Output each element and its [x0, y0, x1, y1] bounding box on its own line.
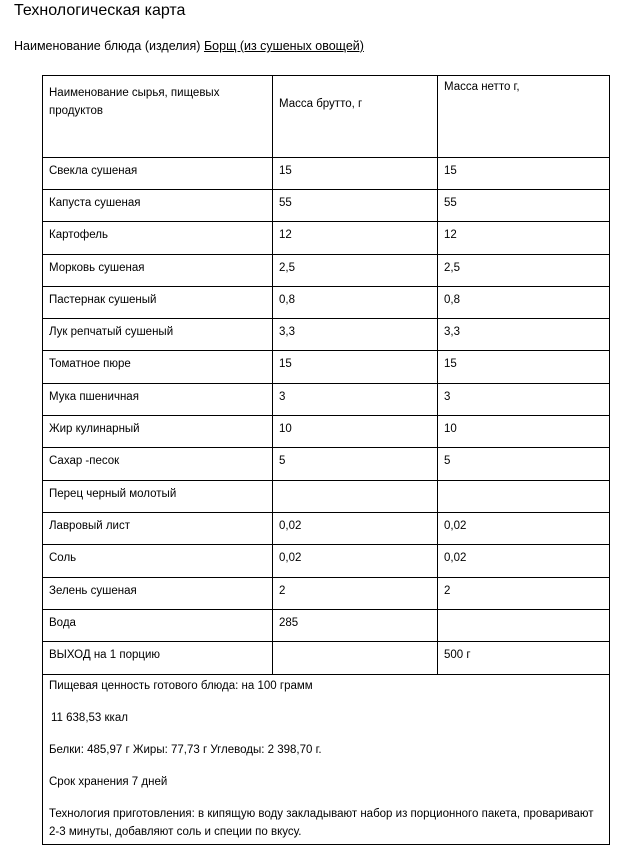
cell-ingredient-name: Зелень сушеная — [43, 577, 273, 609]
cell-net-mass: 15 — [438, 157, 610, 189]
cell-gross-mass: 5 — [273, 448, 438, 480]
cell-gross-mass: 10 — [273, 416, 438, 448]
header-gross: Масса брутто, г — [273, 76, 438, 158]
cell-net-mass: 2 — [438, 577, 610, 609]
table-header-row — [43, 76, 610, 158]
cell-gross-mass: 2,5 — [273, 254, 438, 286]
header-net: Масса нетто г, — [438, 76, 610, 158]
table-row — [43, 513, 610, 545]
cell-ingredient-name: Пастернак сушеный — [43, 286, 273, 318]
table-row — [43, 286, 610, 318]
table-row — [43, 609, 610, 641]
cell-gross-mass: 15 — [273, 157, 438, 189]
dish-name: Борщ (из сушеных овощей) — [203, 39, 364, 53]
table-row — [43, 480, 610, 512]
cell-ingredient-name: Сахар -песок — [43, 448, 273, 480]
table-row — [43, 351, 610, 383]
nutrition-row — [43, 674, 610, 844]
table-row — [43, 157, 610, 189]
header-product: Наименование сырья, пищевых продуктов — [43, 76, 273, 158]
cell-ingredient-name: Жир кулинарный — [43, 416, 273, 448]
cell-ingredient-name: Морковь сушеная — [43, 254, 273, 286]
cell-ingredient-name: Лук репчатый сушеный — [43, 319, 273, 351]
table-row — [43, 448, 610, 480]
dish-line — [14, 38, 364, 54]
table-row — [43, 254, 610, 286]
table-row — [43, 416, 610, 448]
cell-ingredient-name: Лавровый лист — [43, 513, 273, 545]
cell-ingredient-name: ВЫХОД на 1 порцию — [43, 642, 273, 674]
cell-net-mass — [438, 609, 610, 641]
cell-net-mass: 3 — [438, 383, 610, 415]
nutrition-macros: Белки: 485,97 г Жиры: 77,73 г Углеводы: 2 398,70 г. — [49, 743, 322, 756]
cell-net-mass: 2,5 — [438, 254, 610, 286]
cell-gross-mass: 3,3 — [273, 319, 438, 351]
table-row — [43, 222, 610, 254]
cell-net-mass: 0,8 — [438, 286, 610, 318]
cell-net-mass: 5 — [438, 448, 610, 480]
cell-gross-mass: 12 — [273, 222, 438, 254]
cell-net-mass: 3,3 — [438, 319, 610, 351]
cell-gross-mass: 0,02 — [273, 545, 438, 577]
table-row — [43, 319, 610, 351]
tech-card-table — [42, 75, 610, 845]
cell-net-mass: 12 — [438, 222, 610, 254]
shelf-life: Срок хранения 7 дней — [49, 775, 168, 788]
table-row — [43, 545, 610, 577]
nutrition-energy: 11 638,53 ккал — [51, 711, 128, 724]
cell-gross-mass: 55 — [273, 189, 438, 221]
cell-net-mass — [438, 480, 610, 512]
cell-ingredient-name: Свекла сушеная — [43, 157, 273, 189]
cell-gross-mass: 2 — [273, 577, 438, 609]
cell-gross-mass — [273, 642, 438, 674]
cell-gross-mass: 15 — [273, 351, 438, 383]
cell-ingredient-name: Соль — [43, 545, 273, 577]
cell-ingredient-name: Капуста сушеная — [43, 189, 273, 221]
nutrition-title: Пищевая ценность готового блюда: на 100 грамм — [49, 679, 313, 692]
table-row — [43, 189, 610, 221]
cell-net-mass: 500 г — [438, 642, 610, 674]
table-row — [43, 577, 610, 609]
cell-gross-mass: 3 — [273, 383, 438, 415]
cell-ingredient-name: Перец черный молотый — [43, 480, 273, 512]
cell-ingredient-name: Томатное пюре — [43, 351, 273, 383]
cell-gross-mass — [273, 480, 438, 512]
table-row — [43, 383, 610, 415]
nutrition-cell — [43, 674, 610, 844]
dish-label: Наименование блюда (изделия) — [14, 39, 201, 53]
cell-net-mass: 10 — [438, 416, 610, 448]
cell-net-mass: 0,02 — [438, 545, 610, 577]
cooking-technology: Технология приготовления: в кипящую воду закладывают набор из порционного пакета, проваривают 2-3 минуты, добавляют соль и специи по вкусу. — [49, 807, 594, 838]
cell-ingredient-name: Вода — [43, 609, 273, 641]
cell-ingredient-name: Картофель — [43, 222, 273, 254]
cell-net-mass: 0,02 — [438, 513, 610, 545]
document-title: Технологическая карта — [14, 2, 186, 19]
table-row — [43, 642, 610, 674]
cell-net-mass: 15 — [438, 351, 610, 383]
cell-net-mass: 55 — [438, 189, 610, 221]
cell-ingredient-name: Мука пшеничная — [43, 383, 273, 415]
cell-gross-mass: 0,02 — [273, 513, 438, 545]
cell-gross-mass: 0,8 — [273, 286, 438, 318]
cell-gross-mass: 285 — [273, 609, 438, 641]
